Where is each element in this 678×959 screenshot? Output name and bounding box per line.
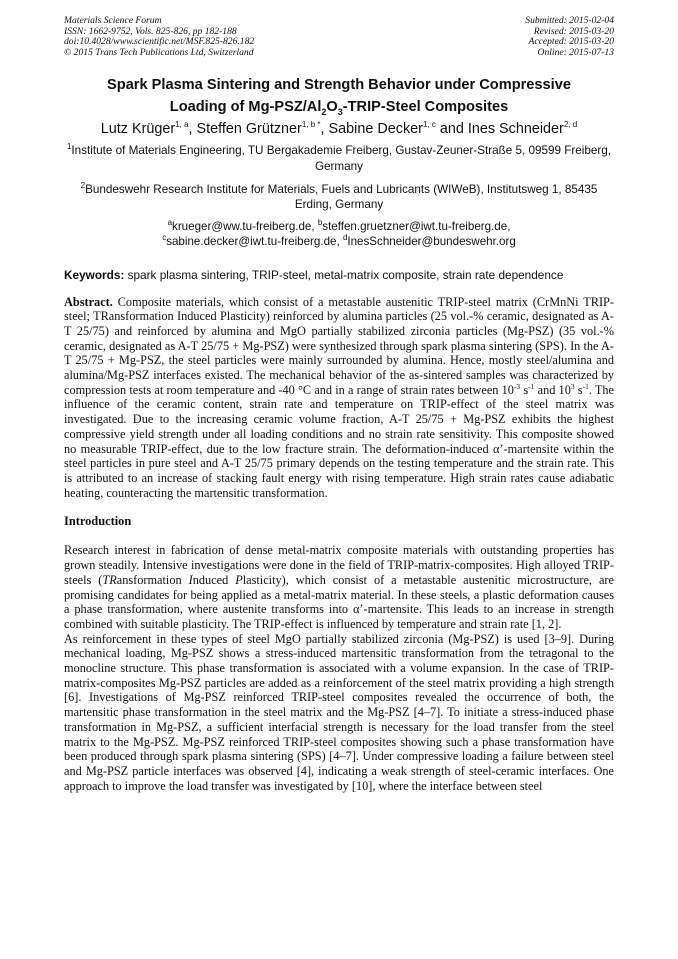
abstract-text: and 10 (534, 382, 571, 397)
doi-line[interactable]: doi:10.4028/www.scientific.net/MSF.825-826.182 (64, 36, 255, 48)
affiliation-1 (64, 143, 614, 174)
italic-text: P (235, 572, 243, 587)
publication-info (64, 16, 254, 58)
page-header (64, 16, 614, 58)
title-text: Loading of Mg-PSZ/Al (169, 99, 322, 116)
email-line-2 (64, 234, 614, 249)
revised-date: Revised: 2015-03-20 (533, 25, 614, 37)
paper-title (64, 74, 614, 118)
author-4: and Ines Schneider (435, 121, 564, 138)
title-text: -TRIP-Steel Composites (342, 99, 509, 116)
title-subscript: 2 (321, 107, 327, 118)
abstract-text: s (520, 382, 529, 397)
introduction-heading: Introduction (64, 514, 132, 529)
keywords-label: Keywords: (64, 267, 125, 282)
affiliation-2-text: Bundeswehr Research Institute for Materials, Fuels and Lubricants (WIWeB), Institutsweg 1, 85435 Erding, Germany (85, 182, 598, 212)
title-line-1: Spark Plasma Sintering and Strength Behavior under Compressive (107, 77, 571, 94)
email-line-1 (64, 219, 614, 234)
affiliation-2 (64, 182, 614, 213)
affiliation-1-marker: 1 (66, 142, 72, 152)
author-list (64, 120, 614, 138)
paragraph-text: ansformation (116, 572, 189, 587)
italic-text: TR (102, 572, 117, 587)
abstract-label: Abstract. (64, 294, 113, 309)
introduction-paragraph-2: As reinforcement in these types of steel MgO partially stabilized zirconia (Mg-PSZ) is used [3–9]. During mechanical loading, Mg-PSZ shows a stress-induced martensitic transformation from the tetragonal to the monocline structure. This phase transformation is associated with a volume expansion. In the case of TRIP-matrix-composites Mg-PSZ particles are added as a reinforcement of the steel matrix providing a high strength [6]. Investigations of Mg-PSZ reinforced TRIP-steel composites revealed the occurrence of both, the martensitic phase transformation in the steel matrix and the Mg-PSZ [4–7]. To initiate a stress-induced phase transformation in Mg-PSZ, a sufficient interfacial strength is necessary for the load transfer from the steel matrix to the Mg-PSZ. Mg-PSZ reinforced TRIP-steel composites showing such a phase transformation have been produced through spark plasma sintering (SPS) [4–7]. Under compressive loading a failure between steel and Mg-PSZ particle interfaces was observed [4], indicating a weak strength of steel-ceramic interfaces. One approach to improve the load transfer was investigated by [10], where the interface between steel (64, 631, 614, 793)
abstract-text: s (574, 382, 583, 397)
author-1: Lutz Krüger (100, 121, 176, 138)
email-marker: a (167, 217, 173, 227)
email-marker: c (162, 233, 167, 243)
accepted-date: Accepted: 2015-03-20 (528, 36, 614, 48)
email-c[interactable]: sabine.decker@iwt.tu-freiberg.de, (166, 235, 343, 249)
paragraph-text: nduced (192, 572, 236, 587)
keywords-text: spark plasma sintering, TRIP-steel, metal-matrix composite, strain rate dependence (124, 267, 564, 282)
introduction-body (64, 543, 614, 793)
abstract-exponent: -3 (513, 381, 521, 391)
author-emails (64, 219, 614, 250)
journal-name: Materials Science Forum (64, 15, 162, 26)
author-3: , Sabine Decker (320, 121, 423, 138)
email-marker: b (317, 217, 323, 227)
email-marker: d (342, 233, 348, 243)
paragraph-text: Research interest in fabrication of dense metal-matrix composite materials with outstanding properties has grown steadily. Intensive investigations were done in the field of TRIP-matrix-composites. High alloyed TRIP-steels ( (64, 543, 614, 587)
email-b[interactable]: steffen.gruetzner@iwt.tu-freiberg.de, (322, 219, 511, 233)
title-text: O (326, 99, 338, 116)
affiliation-2-marker: 2 (80, 180, 86, 190)
keywords (64, 268, 614, 283)
paragraph-text: lasticity), which consist of a metastable austenitic microstructure, are promising candidates for being applied as a metal-matrix material. In these steels, a plastic deformation causes a phase transformation, where austenite transforms into α’-martensite. This leads to an increase in strength combined with suitable plasticity. The TRIP-effect is influenced by temperature and strain rate [1, 2]. (64, 572, 614, 631)
abstract-exponent: -1 (582, 381, 589, 391)
italic-text: I (188, 572, 193, 587)
submission-dates (525, 16, 614, 58)
email-a[interactable]: krueger@ww.tu-freiberg.de, (172, 219, 318, 233)
submitted-date: Submitted: 2015-02-04 (525, 15, 614, 26)
email-d[interactable]: InesSchneider@bundeswehr.org (347, 235, 516, 249)
abstract-text: Composite materials, which consist of a metastable austenitic TRIP-steel matrix (CrMnNi TRIP-steel; TRansformation Induced Plasticity) reinforced by alumina particles (25 vol.-% ceramic, designated as A-T 25/75) and reinforced by alumina and MgO partially stabilized zirconia particles (Mg-PSZ) (35 vol.-% ceramic, designated as A-T 25/75 + Mg-PSZ) were synthesized through spark plasma sintering (SPS). In the A-T 25/75 + Mg-PSZ, the steel particles were mainly surrounded by alumina. Hence, mostly steel/alumina and alumina/Mg-PSZ interfaces existed. The mechanical behavior of the as-sintered samples was characterized by compression tests at room temperature and -40 °C and in a range of strain rates between 10 (64, 294, 614, 397)
abstract-exponent: 3 (570, 381, 575, 391)
affiliation-1-text: Institute of Materials Engineering, TU Bergakademie Freiberg, Gustav-Zeuner-Straße 5, 09599 Freiberg, Germany (71, 144, 612, 173)
author-1-affil: 1, a (175, 120, 189, 130)
author-4-affil: 2, d (563, 120, 578, 130)
abstract-text: . The influence of the ceramic content, strain rate and temperature on TRIP-effect of the steel matrix was investigated. Due to the increasing ceramic volume fraction, A-T 25/75 + Mg-PSZ exhibits the highest compressive yield strength under all loading conditions and no strain rate sensitivity. This composite showed no measurable TRIP-effect, due to the low fracture strain. The deformation-induced α’-martensite within the steel particles in pure steel and A-T 25/75 primary depends on the testing temperature and the strain rate. This is attributed to an increase of stacking fault energy with rising temperature. High strain rates cause adiabatic heating, counteracting the martensitic transformation. (64, 382, 614, 500)
online-date: Online: 2015-07-13 (537, 46, 614, 58)
abstract (64, 295, 614, 501)
author-2: , Steffen Grützner (188, 121, 302, 138)
copyright-line: © 2015 Trans Tech Publications Ltd, Switzerland (64, 46, 254, 58)
introduction-paragraph-1 (64, 543, 614, 631)
issn-line: ISSN: 1662-9752, Vols. 825-826, pp 182-188 (64, 25, 237, 37)
abstract-exponent: -1 (528, 381, 535, 391)
title-subscript: 3 (337, 107, 343, 118)
author-3-affil: 1, c (422, 120, 436, 130)
title-line-2 (64, 96, 614, 118)
author-2-affil: 1, b * (301, 120, 321, 130)
